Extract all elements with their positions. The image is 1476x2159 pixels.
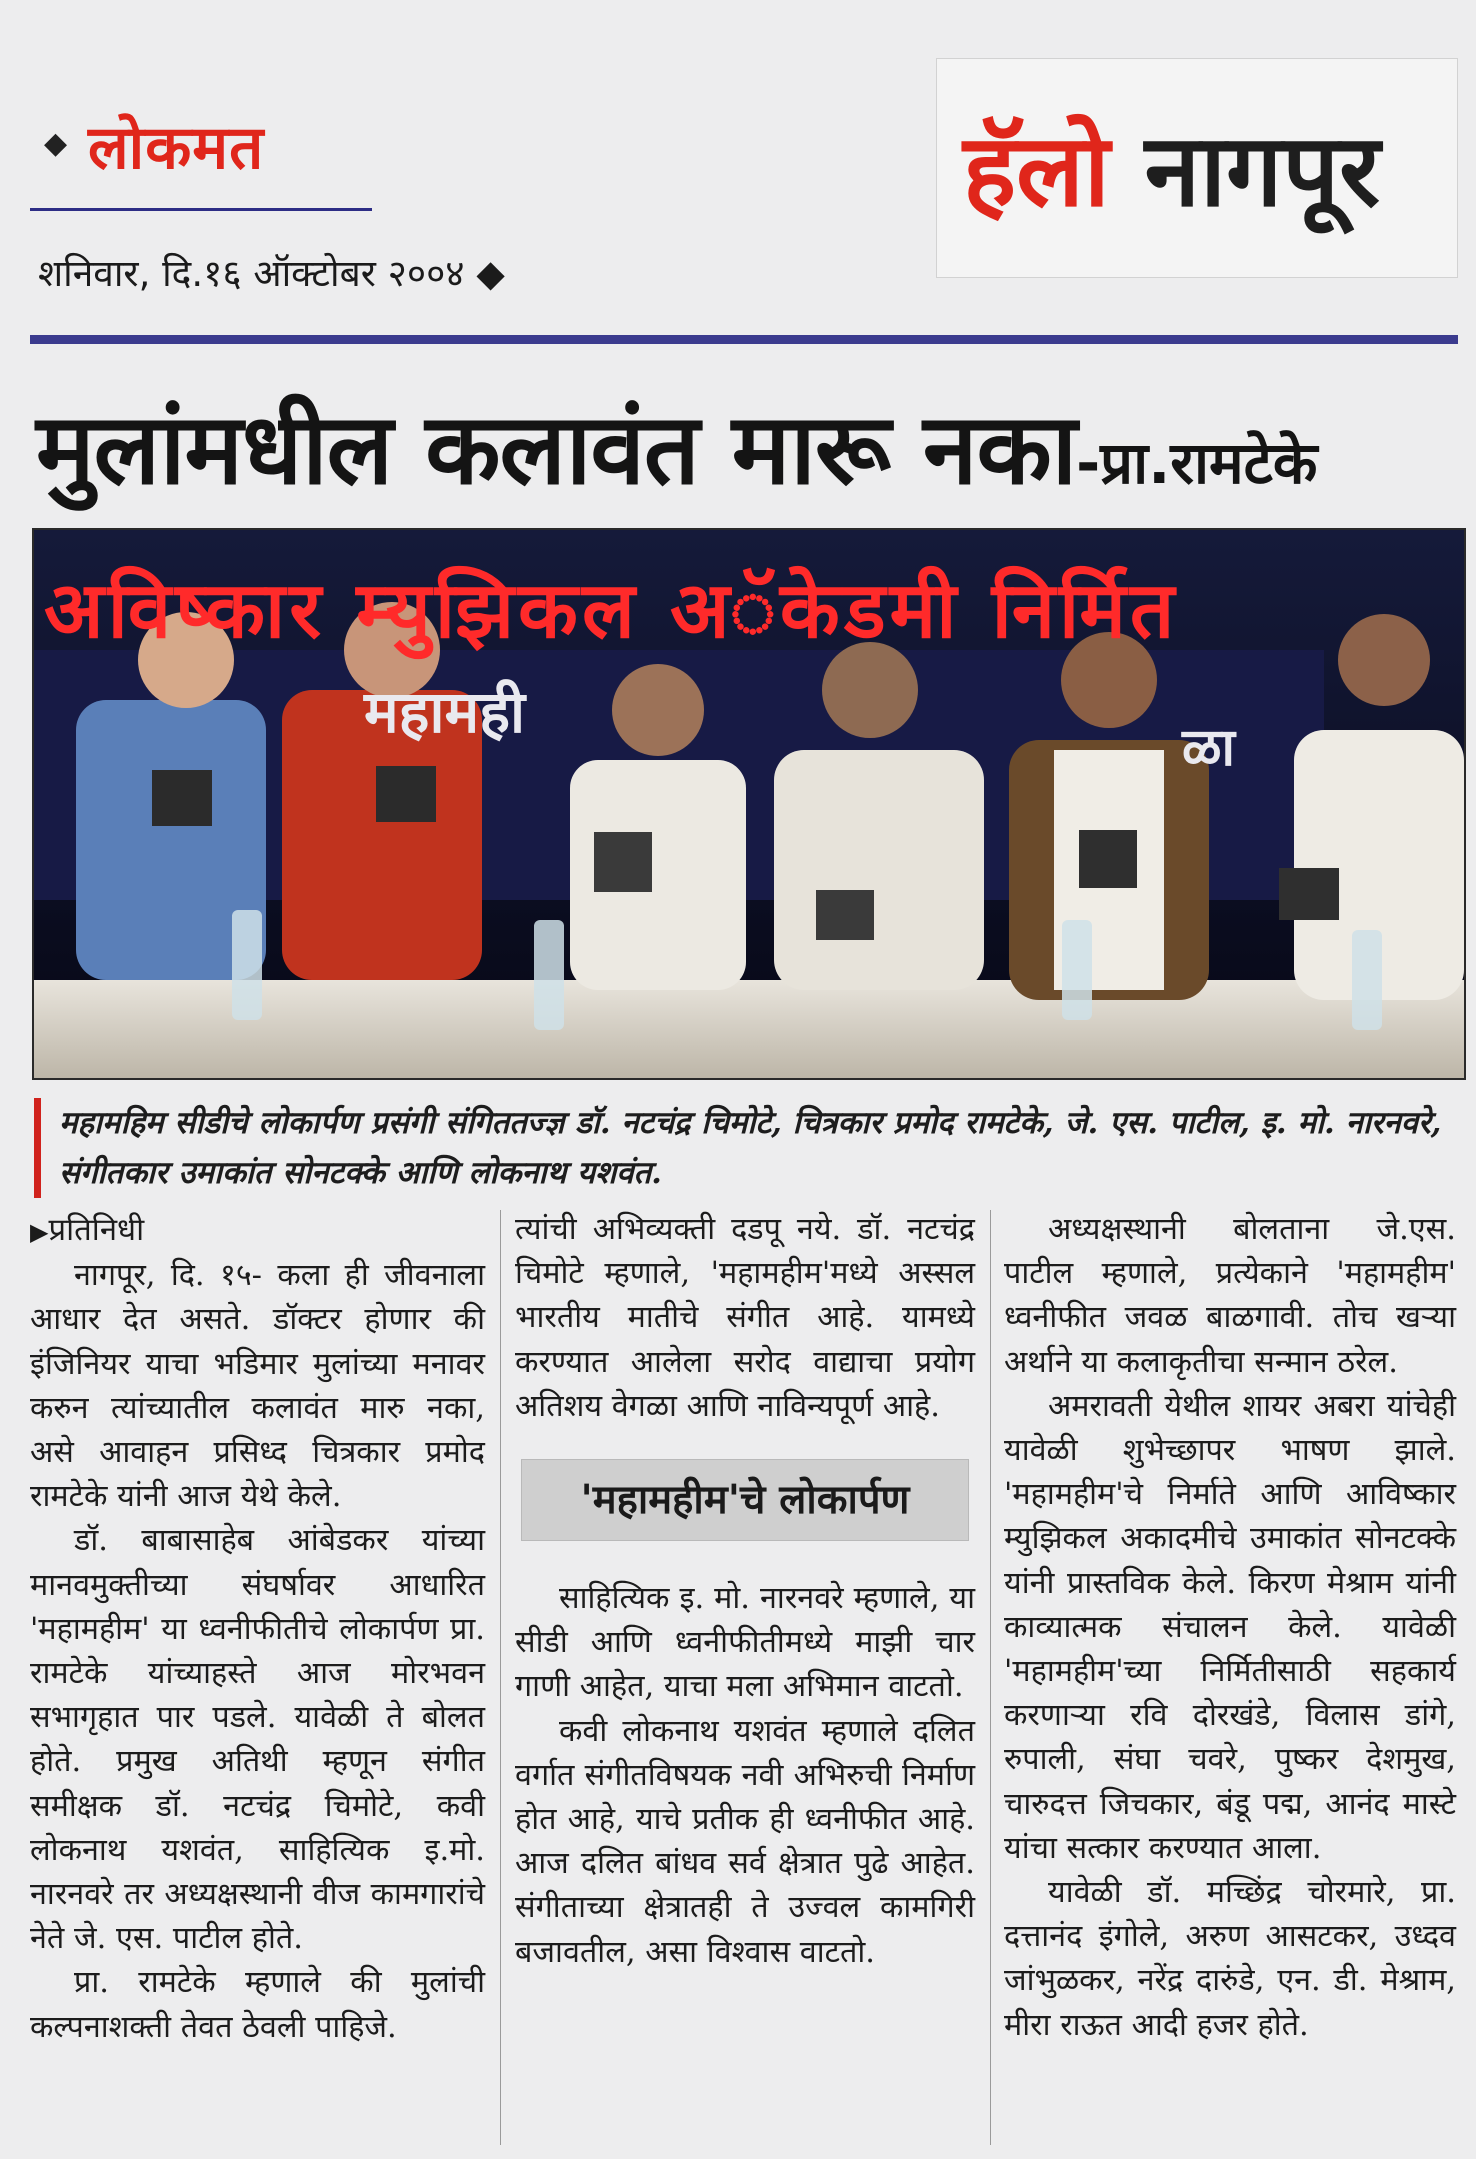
supplement-prefix: हॅलो <box>963 112 1110 229</box>
column-divider <box>990 1210 991 2145</box>
section-subheading: 'महामहीम'चे लोकार्पण <box>521 1459 969 1541</box>
newspaper-masthead <box>30 88 372 211</box>
photo-banner-text: अविष्कार म्युझिकल अॅकेडमी निर्मित <box>44 566 1179 656</box>
paragraph: कवी लोकनाथ यशवंत म्हणाले दलित वर्गात संगीतविषयक नवी अभिरुची निर्माण होत आहे, याचे प्रतीक ही ध्वनीफीत आहे. आज दलित बांधव सर्व क्षेत्रात पुढे आहेत. संगीताच्या क्षेत्रातही ते उज्वल कामगिरी बजावतील, असा विश्वास वाटतो. <box>515 1713 975 1970</box>
paragraph: प्रा. रामटेके म्हणाले की मुलांची कल्पनाशक्ती तेवत ठेवली पाहिजे. <box>30 1965 485 2045</box>
article-column-2 <box>515 1208 975 1975</box>
article-column-1 <box>30 1208 485 2050</box>
paragraph: यावेळी डॉ. मच्छिंद्र चोरमारे, प्रा. दत्तानंद इंगोले, अरुण आसटकर, उध्दव जांभुळकर, नरेंद्र दारुंडे, एन. डी. मेश्राम, मीरा राऊत आदी हजर होते. <box>1004 1875 1456 2043</box>
publication-date <box>38 246 505 297</box>
column-divider <box>500 1210 501 2145</box>
paragraph: अमरावती येथील शायर अबरा यांचेही यावेळी शुभेच्छापर भाषण झाले. 'महामहीम'चे निर्माते आणि आविष्कार म्युझिकल अकादमीचे उमाकांत सोनटक्के यांनी प्रास्तविक केले. किरण मेश्राम यांनी काव्यात्मक संचालन केले. यावेळी 'महामहीम'च्या निर्मितीसाठी सहकार्य करणाऱ्या रवि दोरखंडे, विलास डांगे, रुपाली, संघा चवरे, पुष्कर देशमुख, चारुदत्त जिचकार, बंडू पद्म, आनंद मास्टे यांचा सत्कार करण्यात आला. <box>1004 1388 1456 1866</box>
triangle-bullet-icon: ▶ <box>30 1218 49 1246</box>
headline-byline: -प्रा.रामटेके <box>1076 429 1318 497</box>
header-divider <box>30 335 1458 344</box>
paragraph: त्यांची अभिव्यक्ती दडपू नये. डॉ. नटचंद्र चिमोटे म्हणाले, 'महामहीम'मध्ये अस्सल भारतीय मातीचे संगीत आहे. यामध्ये करण्यात आलेला सरोद वाद्याचा प्रयोग अतिशय वेगळा आणि नाविन्यपूर्ण आहे. <box>515 1212 975 1424</box>
diamond-bullet-icon: ◆ <box>476 252 505 295</box>
correspondent-line <box>30 1208 485 1254</box>
supplement-logo <box>936 58 1458 278</box>
photo-caption: महामहिम सीडीचे लोकार्पण प्रसंगी संगिततज्ज्ञ डॉ. नटचंद्र चिमोटे, चित्रकार प्रमोद रामटेके, जे. एस. पाटील, इ. मो. नारनवरे, संगीतकार उमाकांत सोनटक्के आणि लोकनाथ यशवंत. <box>34 1098 1476 1198</box>
event-photo <box>32 528 1466 1080</box>
supplement-name <box>963 99 1380 235</box>
backdrop-text: महामही <box>364 678 526 746</box>
headline <box>36 378 1456 508</box>
article-column-3 <box>1004 1208 1456 2048</box>
headline-main: मुलांमधील कलावंत मारू नका <box>36 393 1077 507</box>
paragraph: अध्यक्षस्थानी बोलताना जे.एस. पाटील म्हणाले, प्रत्येकाने 'महामहीम' ध्वनीफीत जवळ बाळगावी. तोच खऱ्या अर्थाने या कलाकृतीचा सन्मान ठरेल. <box>1004 1212 1456 1380</box>
backdrop-text-right: ळा <box>1182 718 1235 778</box>
paragraph: डॉ. बाबासाहेब आंबेडकर यांच्या मानवमुक्तीच्या संघर्षावर आधारित 'महामहीम' या ध्वनीफीतीचे लोकार्पण प्रा. रामटेके यांच्याहस्ते आज मोरभवन सभागृहात पार पडले. यावेळी ते बोलत होते. प्रमुख अतिथी म्हणून संगीत समीक्षक डॉ. नटचंद्र चिमोटे, कवी लोकनाथ यशवंत, साहित्यिक इ.मो. नारनवरे तर अध्यक्षस्थानी वीज कामगारांचे नेते जे. एस. पाटील होते. <box>30 1523 485 1957</box>
newspaper-name: लोकमत <box>88 113 265 183</box>
correspondent-label: प्रतिनिधी <box>48 1212 145 1248</box>
supplement-suffix: नागपूर <box>1109 112 1381 229</box>
date-text: शनिवार, दि.१६ ऑक्टोबर २००४ <box>38 252 465 295</box>
diamond-bullet-icon: ◆ <box>44 126 68 161</box>
paragraph: नागपूर, दि. १५- कला ही जीवनाला आधार देत असते. डॉक्टर होणार की इंजिनियर याचा भडिमार मुलांच्या मनावर करुन त्यांच्यातील कलावंत मारु नका, असे आवाहन प्रसिध्द चित्रकार प्रमोद रामटेके यांनी आज येथे केले. <box>30 1258 485 1515</box>
paragraph: साहित्यिक इ. मो. नारनवरे म्हणाले, या सीडी आणि ध्वनीफीतीमध्ये माझी चार गाणी आहेत, याचा मला अभिमान वाटतो. <box>515 1581 975 1705</box>
